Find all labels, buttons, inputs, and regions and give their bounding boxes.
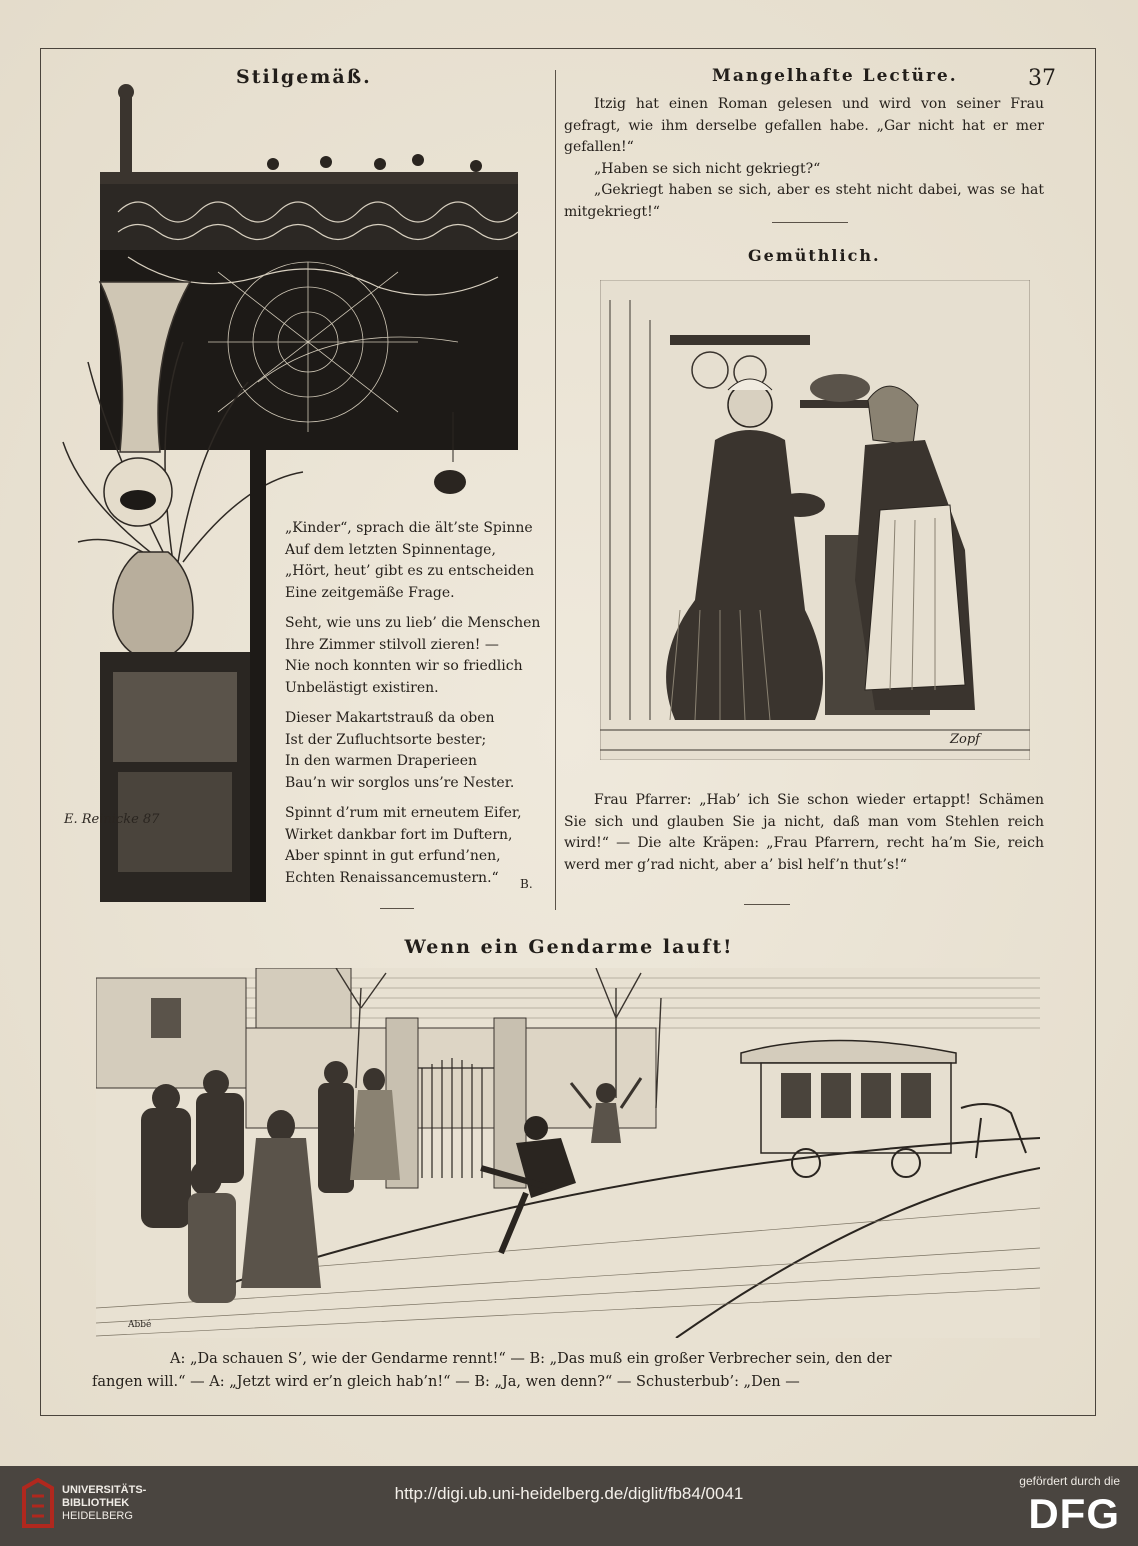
institution-line: BIBLIOTHEK: [62, 1497, 130, 1509]
caption-line-1: A: „Da schauen S’, wie der Gendarme rennt!“ — B: „Das muß ein großer Verbrecher sein, den der: [170, 1351, 892, 1367]
title-stilgemaess: Stilgemäß.: [236, 66, 372, 88]
poem-line: „Kinder“, sprach die ält’ste Spinne: [285, 520, 533, 536]
separator-rule: [380, 908, 414, 909]
poem-line: Wirket dankbar fort im Duftern,: [285, 826, 513, 843]
poem-line: In den warmen Draperieen: [285, 753, 478, 769]
signature-zopf: Zopf: [950, 732, 980, 747]
poem-line: „Hört, heut’ gibt es zu entscheiden: [285, 563, 535, 579]
signature-reinicke: E. Reinicke 87: [64, 812, 160, 827]
poem-line: Spinnt d’rum mit erneutem Eifer,: [285, 805, 522, 821]
column-divider: [555, 70, 556, 910]
gate-pillar: [494, 1018, 526, 1188]
pot: [810, 374, 870, 402]
separator-rule: [772, 222, 848, 223]
institution-line: HEIDELBERG: [62, 1510, 133, 1522]
poem-stanza-4: [285, 803, 545, 889]
poem-line: Dieser Makartstrauß da oben: [285, 710, 495, 726]
poem-author: B.: [520, 877, 533, 891]
poem-line: Auf dem letzten Spinnentage,: [285, 541, 496, 558]
story-gemuethlich: Frau Pfarrer: „Hab’ ich Sie schon wieder ertappt! Schämen Sie sich und glauben Sie ja nicht, daß man vom Stehlen reich wird!“ — Die alte Kräpen: „Frau Pfarrern, recht ha’m Sie, reich werd mer g’rad nicht, aber a’ bisl helf’n thut’s!“: [564, 792, 1044, 873]
caption-line-2: fangen will.“ — A: „Jetzt wird er’n gleich hab’n!“ — B: „Ja, wen denn?“ — Schusterbub’: „Den —: [92, 1374, 800, 1390]
poem-line: Aber spinnt in gut erfund’nen,: [285, 848, 501, 864]
sponsor-caption: gefördert durch die: [1019, 1474, 1120, 1488]
hanging-spider: [434, 470, 466, 494]
institution-line: UNIVERSITÄTS-: [62, 1484, 147, 1496]
vase: [113, 552, 193, 662]
paragraph: Itzig hat einen Roman gelesen und wird von seiner Frau gefragt, wie ihm derselbe gefallen habe. „Gar nicht hat er mer gefallen!“: [564, 96, 1044, 155]
source-url-link[interactable]: http://digi.ub.uni-heidelberg.de/diglit/fb84/0041: [394, 1484, 744, 1503]
poem-line: Eine zeitgemäße Frage.: [285, 584, 455, 601]
poem-stanza-1: [285, 518, 545, 604]
title-gemuethlich: Gemüthlich.: [748, 246, 881, 265]
poem-line: Ist der Zufluchtsorte bester;: [285, 731, 487, 748]
page-number: 37: [1028, 66, 1056, 91]
dfg-logo: DFG: [1028, 1490, 1120, 1537]
paragraph: „Haben se sich nicht gekriegt?“: [594, 160, 821, 177]
poem-line: Nie noch konnten wir so friedlich: [285, 658, 523, 674]
title-wenn-ein-gendarme: Wenn ein Gendarme lauft!: [404, 936, 734, 958]
poem-line: Ihre Zimmer stilvoll zieren! —: [285, 636, 499, 653]
illustration-street-scene: [96, 968, 1040, 1338]
ornament-frieze: [100, 184, 518, 250]
footer-bar: [0, 1466, 1138, 1546]
poem-line: Unbelästigt existiren.: [285, 679, 439, 696]
poem-line: Seht, wie uns zu lieb’ die Menschen: [285, 615, 541, 631]
poem-stanza-3: [285, 708, 545, 794]
poem-line: Echten Renaissancemustern.“: [285, 869, 499, 886]
poem-spinne: [285, 518, 545, 898]
signature-abbe: Abbé: [128, 1320, 152, 1330]
paragraph: „Gekriegt haben se sich, aber es steht nicht dabei, was se hat mitgekriegt!“: [564, 182, 1044, 220]
illustration-kitchen-women: [600, 280, 1030, 760]
separator-rule: [744, 904, 790, 905]
poem-line: Bau’n wir sorglos uns’re Nester.: [285, 774, 515, 791]
poem-stanza-2: [285, 613, 545, 699]
story-mangelhafte-lectuere: [564, 94, 1044, 223]
title-mangelhafte-lectuere: Mangelhafte Lectüre.: [712, 66, 958, 86]
